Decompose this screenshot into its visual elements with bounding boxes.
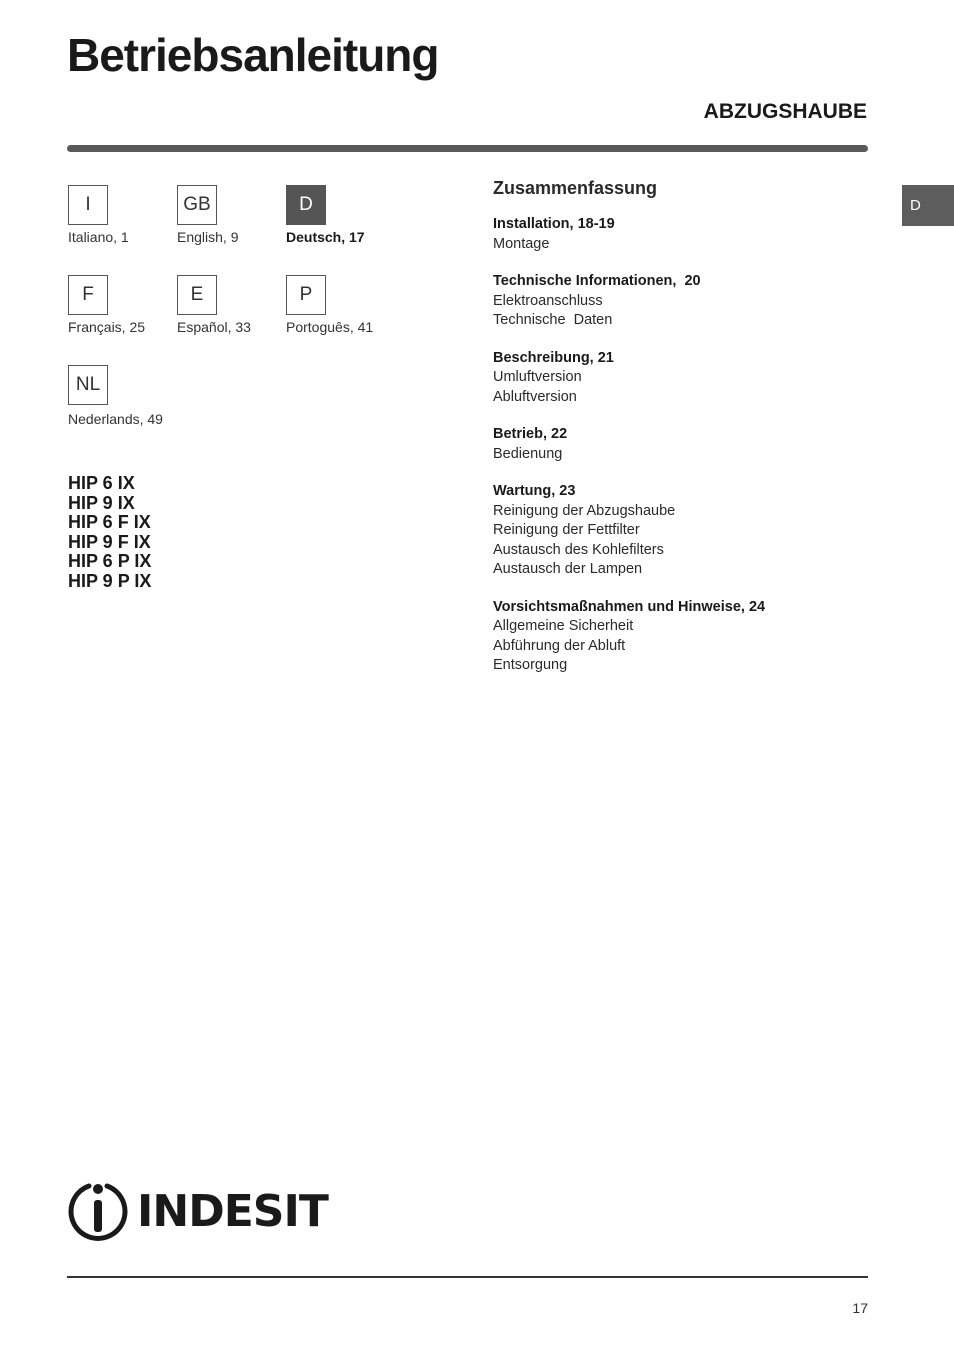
language-option-francais[interactable] [68, 275, 173, 335]
language-label: Portoguês, 41 [286, 319, 374, 335]
toc-item[interactable]: Reinigung der Abzugshaube [493, 502, 676, 519]
toc-item[interactable]: Austausch des Kohlefilters [493, 541, 664, 558]
footer-divider [67, 1276, 868, 1278]
model-name: HIP 9 P IX [68, 570, 152, 591]
toc-item[interactable]: Abführung der Abluft [493, 637, 626, 654]
indesit-i-logo-icon [67, 1180, 129, 1242]
page-number: 17 [852, 1300, 868, 1316]
language-option-nederlands[interactable] [68, 365, 173, 427]
toc-section-vorsichtsmassnahmen [493, 598, 873, 676]
model-list [68, 474, 151, 591]
toc-item[interactable]: Reinigung der Fettfilter [493, 522, 640, 538]
toc-section-installation [493, 215, 873, 254]
page-title: Betriebsanleitung [67, 29, 439, 81]
language-option-italiano[interactable] [68, 185, 173, 245]
toc-item[interactable]: Austausch der Lampen [493, 561, 643, 577]
toc-section-heading[interactable]: Betrieb, 22 [493, 426, 568, 442]
toc-section-heading[interactable]: Wartung, 23 [493, 483, 576, 499]
product-type-heading: ABZUGSHAUBE [703, 100, 867, 123]
toc-title: Zusammenfassung [493, 178, 658, 198]
toc-section-heading[interactable]: Installation, 18-19 [493, 216, 615, 232]
toc-item[interactable]: Allgemeine Sicherheit [493, 618, 634, 634]
language-label: Español, 33 [177, 319, 251, 335]
model-name: HIP 6 IX [68, 473, 135, 493]
header-divider [67, 145, 868, 152]
toc-section-heading[interactable]: Vorsichtsmaßnahmen und Hinweise, 24 [493, 598, 766, 615]
toc-item[interactable]: Montage [493, 235, 550, 252]
language-label: Nederlands, 49 [68, 411, 163, 427]
language-code-box[interactable]: P [286, 275, 326, 315]
language-code-box-active[interactable]: D [286, 185, 326, 225]
language-code-box[interactable]: E [177, 275, 217, 315]
toc-item[interactable]: Entsorgung [493, 657, 568, 673]
toc-section-beschreibung [493, 349, 873, 408]
toc-section-betrieb [493, 425, 873, 464]
language-code-box[interactable]: GB [177, 185, 217, 225]
language-label: Français, 25 [68, 319, 146, 335]
language-option-espanol[interactable] [177, 275, 282, 335]
brand-logo [67, 1180, 328, 1242]
toc-item[interactable]: Bedienung [493, 445, 563, 462]
model-name: HIP 9 F IX [68, 531, 151, 552]
language-option-portugues[interactable] [286, 275, 391, 335]
table-of-contents [493, 178, 873, 694]
language-side-tab: D [902, 185, 954, 226]
model-name: HIP 6 F IX [68, 512, 151, 532]
brand-name: INDESIT [137, 1185, 328, 1237]
language-code-box[interactable]: F [68, 275, 108, 315]
language-label: Italiano, 1 [68, 229, 129, 245]
language-code-box[interactable]: NL [68, 365, 108, 405]
language-label-active: Deutsch, 17 [286, 229, 365, 245]
toc-section-technische-informationen [493, 272, 873, 331]
toc-section-wartung [493, 482, 873, 580]
language-code-box[interactable]: I [68, 185, 108, 225]
toc-item[interactable]: Abluftversion [493, 388, 577, 405]
toc-section-heading[interactable]: Technische Informationen, 20 [493, 273, 701, 289]
model-name: HIP 9 IX [68, 492, 135, 513]
model-name: HIP 6 P IX [68, 551, 152, 571]
toc-item[interactable]: Elektroanschluss [493, 292, 603, 309]
language-option-deutsch[interactable] [286, 185, 391, 245]
toc-item[interactable]: Technische Daten [493, 312, 613, 328]
toc-section-heading[interactable]: Beschreibung, 21 [493, 349, 614, 366]
toc-item[interactable]: Umluftversion [493, 369, 582, 385]
language-label: English, 9 [177, 229, 239, 245]
language-option-english[interactable] [177, 185, 282, 245]
